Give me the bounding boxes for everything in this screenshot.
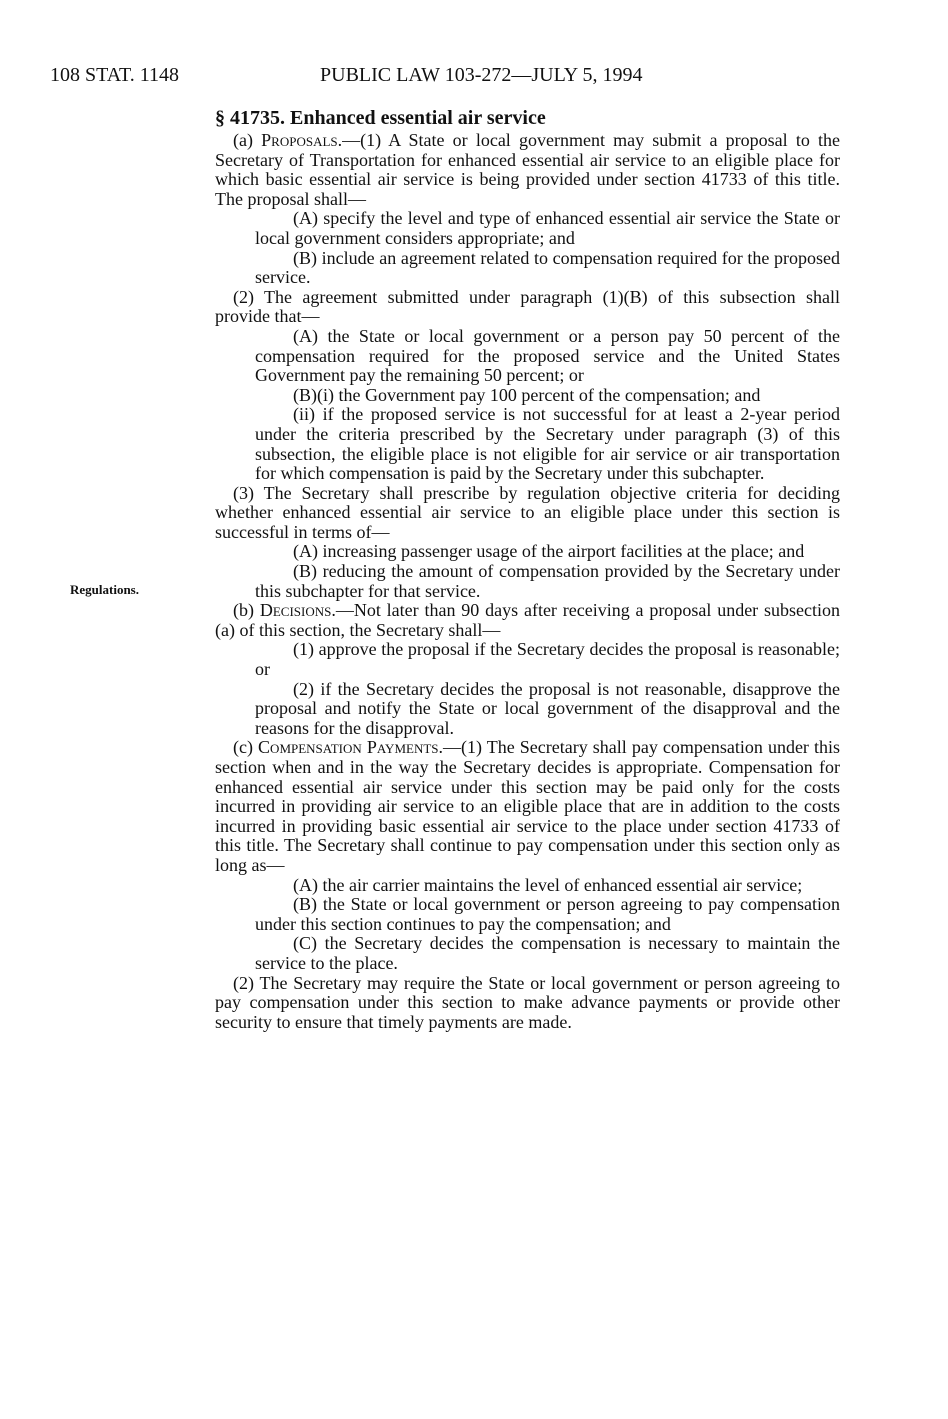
paragraph-a2Bi: (B)(i) the Government pay 100 percent of the compensation; and (293, 384, 761, 405)
paragraph-a3: (3) The Secretary shall prescribe by regulation objective criteria for deciding whether enhanced essential air service to an eligible place under this section is successful in terms of— (215, 482, 840, 542)
paragraph-a1: (a) Proposals.—(1) A State or local government may submit a proposal to the Secretary of Transportation for enhanced essential air service to an eligible place for which basic essential air service is being provided under section 41733 of this title. The proposal shall— (215, 130, 840, 209)
document-body (215, 106, 840, 1032)
paragraph-c1B: (B) the State or local government or person agreeing to pay compensation under this section continues to pay the compensation; and (255, 894, 840, 934)
page-header (0, 64, 948, 86)
paragraph-a2Bii: (ii) if the proposed service is not successful for at least a 2-year period under the criteria prescribed by the Secretary under paragraph (3) of this subsection, the eligible place is not eligible for air service or air transportation for which compensation is paid by the Secretary under this subchapter. (255, 404, 840, 484)
paragraph-b: (b) Decisions.—Not later than 90 days after receiving a proposal under subsection (a) of this section, the Secretary shall— (215, 600, 840, 640)
paragraph-a1A: (A) specify the level and type of enhanced essential air service the State or local government considers appropriate; and (255, 208, 840, 248)
paragraph-c1C: (C) the Secretary decides the compensation is necessary to maintain the service to the place. (255, 933, 840, 973)
subsection-a-title: Proposals (261, 130, 338, 150)
paragraph-c2: (2) The Secretary may require the State or local government or person agreeing to pay compensation under this section to make advance payments or provide other security to ensure that timely payments are made. (215, 972, 840, 1032)
paragraph-a1B: (B) include an agreement related to compensation required for the proposed service. (255, 247, 840, 288)
subsection-b-title: Decisions (259, 600, 332, 621)
paragraph-a2A: (A) the State or local government or a person pay 50 percent of the compensation required for the proposed service and the United States Government pay the remaining 50 percent; or (255, 325, 840, 386)
paragraph-a2: (2) The agreement submitted under paragraph (1)(B) of this subsection shall provide that— (215, 286, 840, 327)
paragraph-b1: (1) approve the proposal if the Secretary decides the proposal is reasonable; or (255, 639, 840, 680)
paragraph-c1A: (A) the air carrier maintains the level of enhanced essential air service; (293, 874, 803, 895)
paragraph-a3A: (A) increasing passenger usage of the airport facilities at the place; and (293, 541, 805, 562)
stat-citation: 108 STAT. 1148 (50, 64, 179, 86)
section-heading: § 41735. Enhanced essential air service (215, 107, 546, 129)
margin-note: Regulations. (70, 582, 139, 597)
subsection-c-title: Compensation Payments (258, 737, 439, 758)
law-title: PUBLIC LAW 103-272—JULY 5, 1994 (320, 64, 643, 86)
paragraph-b2: (2) if the Secretary decides the proposal is not reasonable, disapprove the proposal and notify the State or local government of the disapproval and the reasons for the disapproval. (255, 678, 840, 738)
paragraph-a3B: (B) reducing the amount of compensation provided by the Secretary under this subchapter for that service. (255, 561, 840, 601)
paragraph-c1: (c) Compensation Payments.—(1) The Secretary shall pay compensation under this section when and in the way the Secretary decides is appropriate. Compensation for enhanced essential air service under this section may be paid only for the costs incurred in providing air service to an eligible place that are in addition to the costs incurred in providing basic essential air service to the place under section 41733 of this title. The Secretary shall continue to pay compensation under this section only as long as— (215, 737, 840, 875)
